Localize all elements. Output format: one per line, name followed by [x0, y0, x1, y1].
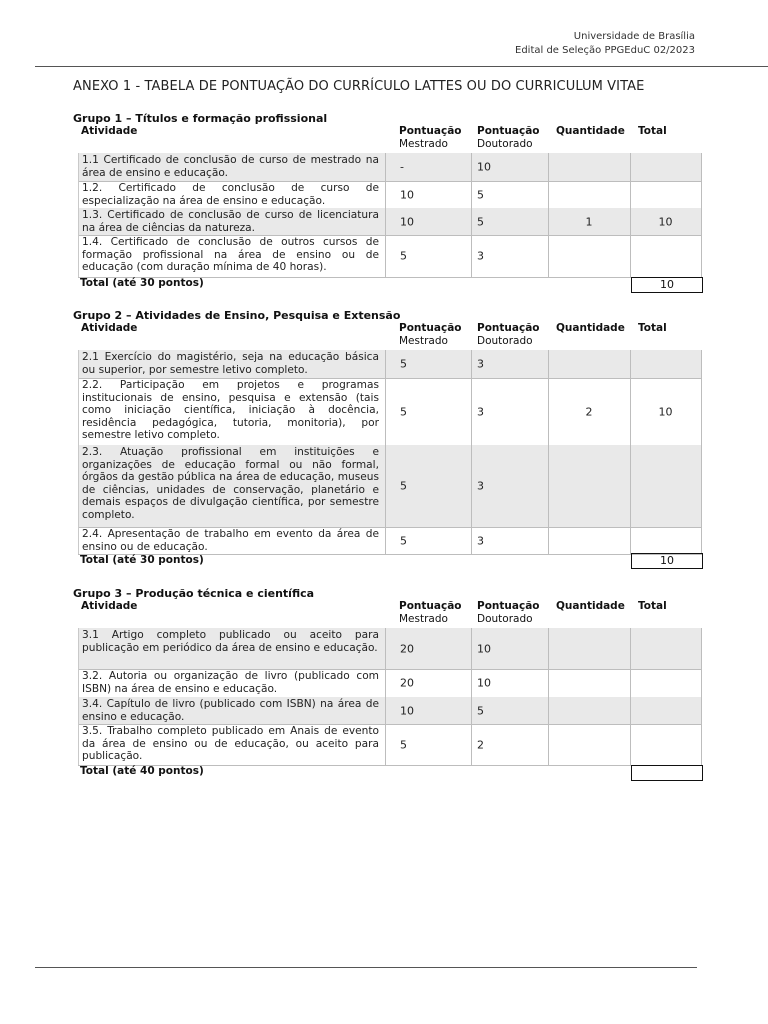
doutorado-score-cell: [471, 208, 549, 235]
column-header-activity: [81, 600, 137, 613]
table-row: [78, 350, 702, 378]
activity-cell: 2.2. Participação em projetos e programas institucionais de ensino, pesquisa e extensão (tais como iniciação científica, iniciação à docência, residência pedagógica, tutoria, monitoria), por semestre letivo completo.: [78, 378, 386, 445]
activity-cell: 3.1 Artigo completo publicado ou aceito para publicação em periódico da área de ensino e educação.: [78, 628, 386, 669]
pontuacao-label: Pontuação: [399, 322, 462, 334]
activity-cell: 1.2. Certificado de conclusão de curso de especialização na área de ensino e educação.: [78, 181, 386, 208]
column-header-total: [638, 600, 667, 613]
activity-cell: 3.2. Autoria ou organização de livro (publicado com ISBN) na área de ensino e educação.: [78, 669, 386, 697]
group-total-label: Total (até 30 pontos): [80, 554, 204, 566]
table-row: [78, 153, 702, 181]
doutorado-score-cell: [471, 378, 549, 445]
activity-cell: 2.3. Atuação profissional em instituições e organizações de educação formal ou não formal, órgãos da gestão pública na área de educação, museus de ciências, unidades de conservação, planetário e demais espaços de divulgação científica, por semestre completo.: [78, 445, 386, 527]
quantidade-cell[interactable]: [548, 669, 631, 697]
activity-cell: 3.4. Capítulo de livro (publicado com ISBN) na área de ensino e educação.: [78, 697, 386, 724]
total-cell[interactable]: [630, 724, 702, 765]
doutorado-score-cell: [471, 697, 549, 724]
column-header-total: [638, 125, 667, 138]
column-header-quantidade: [556, 600, 625, 613]
total-cell[interactable]: [630, 181, 702, 208]
mestrado-score-cell: [394, 350, 472, 378]
table-row: [78, 527, 702, 554]
mestrado-value: 10: [400, 188, 414, 201]
column-header-mestrado: [399, 125, 462, 151]
pontuacao-label: Pontuação: [477, 322, 540, 334]
university-name: Universidade de Brasília: [573, 31, 695, 42]
group-total-box[interactable]: [631, 765, 703, 781]
mestrado-score-cell: [394, 153, 472, 181]
activity-cell: 2.1 Exercício do magistério, seja na educação básica ou superior, por semestre letivo completo.: [78, 350, 386, 378]
column-header-mestrado: [399, 600, 462, 626]
mestrado-value: -: [400, 160, 404, 174]
activity-cell: 1.3. Certificado de conclusão de curso de licenciatura na área de ciências da natureza.: [78, 208, 386, 235]
quantidade-cell[interactable]: [548, 350, 631, 378]
mestrado-value: 5: [400, 738, 407, 751]
doutorado-value: 5: [477, 215, 484, 228]
total-label: Total: [638, 322, 667, 334]
table-row: [78, 445, 702, 527]
mestrado-value: 10: [400, 704, 414, 717]
total-cell[interactable]: [630, 527, 702, 554]
group-total-box[interactable]: 10: [631, 553, 703, 569]
annex-title: ANEXO 1 - TABELA DE PONTUAÇÃO DO CURRÍCULO LATTES OU DO CURRICULUM VITAE: [73, 79, 645, 94]
mestrado-value: 5: [400, 405, 407, 418]
total-cell[interactable]: [630, 378, 702, 445]
doutorado-score-cell: [471, 628, 549, 669]
table-row: [78, 235, 702, 277]
group-total-label: Total (até 30 pontos): [80, 277, 204, 289]
column-header-activity: [81, 322, 137, 335]
doutorado-score-cell: [471, 153, 549, 181]
doutorado-value: 3: [477, 357, 484, 371]
total-cell[interactable]: [630, 445, 702, 527]
quantidade-cell[interactable]: [548, 628, 631, 669]
column-header-doutorado: [477, 600, 540, 626]
mestrado-score-cell: [394, 181, 472, 208]
quantidade-cell[interactable]: [548, 378, 631, 445]
column-header-quantidade: [556, 322, 625, 335]
mestrado-value: 5: [400, 357, 407, 371]
pontuacao-label: Pontuação: [399, 125, 462, 137]
column-header-doutorado: [477, 322, 540, 348]
total-value: 10: [658, 405, 673, 418]
activity-header-label: Atividade: [81, 322, 138, 334]
doutorado-score-cell: [471, 235, 549, 277]
quantidade-value: 2: [585, 405, 593, 418]
mestrado-value: 20: [400, 676, 414, 690]
total-value: 10: [658, 215, 673, 228]
table-row: [78, 181, 702, 208]
total-cell[interactable]: [630, 350, 702, 378]
group-total-label: Total (até 40 pontos): [80, 765, 204, 777]
mestrado-value: 5: [400, 534, 407, 547]
quantidade-label: Quantidade: [556, 600, 625, 612]
group-total-box[interactable]: 10: [631, 277, 703, 293]
doutorado-value: 3: [477, 479, 484, 493]
table-row: [78, 208, 702, 235]
doutorado-value: 3: [477, 249, 484, 263]
doutorado-score-cell: [471, 724, 549, 765]
doutorado-label: Doutorado: [477, 613, 533, 625]
doutorado-value: 10: [477, 642, 491, 655]
mestrado-label: Mestrado: [399, 335, 448, 347]
mestrado-score-cell: [394, 669, 472, 697]
doutorado-score-cell: [471, 350, 549, 378]
total-cell[interactable]: [630, 628, 702, 669]
pontuacao-label: Pontuação: [399, 600, 462, 612]
mestrado-score-cell: [394, 445, 472, 527]
table-row: [78, 669, 702, 697]
pontuacao-label: Pontuação: [477, 125, 540, 137]
mestrado-score-cell: [394, 235, 472, 277]
doutorado-value: 5: [477, 188, 484, 201]
activity-cell: 1.1 Certificado de conclusão de curso de mestrado na área de ensino e educação.: [78, 153, 386, 181]
total-cell[interactable]: [630, 153, 702, 181]
quantidade-cell[interactable]: [548, 235, 631, 277]
activity-header-label: Atividade: [81, 125, 138, 137]
footer-divider: [35, 967, 697, 968]
table-row: [78, 628, 702, 669]
total-label: Total: [638, 600, 667, 612]
mestrado-value: 5: [400, 249, 407, 263]
quantidade-cell[interactable]: [548, 527, 631, 554]
quantidade-cell[interactable]: [548, 208, 631, 235]
table-row: [78, 378, 702, 445]
doutorado-value: 2: [477, 738, 484, 751]
mestrado-label: Mestrado: [399, 138, 448, 150]
quantidade-label: Quantidade: [556, 125, 625, 137]
quantidade-cell[interactable]: [548, 724, 631, 765]
mestrado-score-cell: [394, 724, 472, 765]
mestrado-value: 5: [400, 479, 407, 493]
mestrado-score-cell: [394, 527, 472, 554]
doutorado-value: 3: [477, 405, 484, 418]
edital-reference: Edital de Seleção PPGEduC 02/2023: [515, 45, 695, 56]
pontuacao-label: Pontuação: [477, 600, 540, 612]
doutorado-value: 10: [477, 676, 491, 690]
group-title: Grupo 1 – Títulos e formação profissional: [73, 112, 328, 125]
doutorado-value: 10: [477, 160, 491, 174]
quantidade-label: Quantidade: [556, 322, 625, 334]
total-cell[interactable]: [630, 697, 702, 724]
header-divider: [35, 66, 768, 67]
doutorado-score-cell: [471, 181, 549, 208]
mestrado-value: 20: [400, 642, 414, 655]
total-cell[interactable]: [630, 669, 702, 697]
doutorado-score-cell: [471, 527, 549, 554]
column-header-doutorado: [477, 125, 540, 151]
total-cell[interactable]: [630, 208, 702, 235]
column-header-activity: [81, 125, 137, 138]
quantidade-value: 1: [585, 215, 593, 228]
activity-header-label: Atividade: [81, 600, 138, 612]
table-row: [78, 697, 702, 724]
table-row: [78, 724, 702, 765]
column-header-quantidade: [556, 125, 625, 138]
mestrado-label: Mestrado: [399, 613, 448, 625]
group-title: Grupo 2 – Atividades de Ensino, Pesquisa e Extensão: [73, 309, 401, 322]
quantidade-cell[interactable]: [548, 697, 631, 724]
activity-cell: 3.5. Trabalho completo publicado em Anais de evento da área de ensino ou de educação, ou aceito para publicação.: [78, 724, 386, 765]
quantidade-cell[interactable]: [548, 181, 631, 208]
mestrado-score-cell: [394, 378, 472, 445]
doutorado-label: Doutorado: [477, 138, 533, 150]
activity-cell: 2.4. Apresentação de trabalho em evento da área de ensino ou de educação.: [78, 527, 386, 554]
mestrado-score-cell: [394, 208, 472, 235]
column-header-mestrado: [399, 322, 462, 348]
doutorado-value: 3: [477, 534, 484, 547]
mestrado-value: 10: [400, 215, 414, 228]
total-label: Total: [638, 125, 667, 137]
column-header-total: [638, 322, 667, 335]
doutorado-score-cell: [471, 669, 549, 697]
doutorado-value: 5: [477, 704, 484, 717]
doutorado-label: Doutorado: [477, 335, 533, 347]
doutorado-score-cell: [471, 445, 549, 527]
document-header: [515, 30, 695, 58]
total-cell[interactable]: [630, 235, 702, 277]
mestrado-score-cell: [394, 628, 472, 669]
quantidade-cell[interactable]: [548, 445, 631, 527]
group-title: Grupo 3 – Produção técnica e científica: [73, 587, 315, 600]
quantidade-cell[interactable]: [548, 153, 631, 181]
mestrado-score-cell: [394, 697, 472, 724]
activity-cell: 1.4. Certificado de conclusão de outros cursos de formação profissional na área de ensino ou de educação (com duração mínima de 40 horas).: [78, 235, 386, 277]
